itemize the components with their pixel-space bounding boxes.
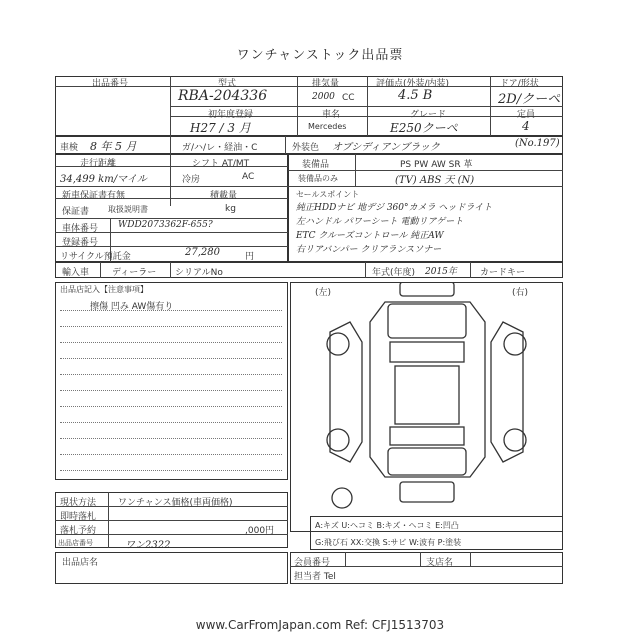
cooling-label: 冷房 [182, 175, 201, 185]
score-value: 4.5 B [398, 88, 433, 103]
recycle-fee-value: 27,280 [185, 247, 220, 258]
method-value: ワンチャンス価格(車両価格) [118, 498, 233, 508]
start-label: 即時落札 [60, 512, 97, 522]
recycle-fee-label: リサイクル預託金 [60, 252, 131, 262]
make-value: Mercedes [308, 122, 347, 131]
reserve-value: ,000円 [245, 526, 275, 536]
cooling-value: AC [242, 172, 255, 182]
legend-box [310, 516, 563, 550]
first-reg-label: 初年度登録 [208, 110, 254, 120]
member-label: 会員番号 [294, 558, 331, 568]
fuel-label: ガ/ハ/レ・経油・C [182, 143, 258, 153]
footer-ref: www.CarFromJapan.com Ref: CFJ1513703 [195, 618, 445, 632]
car-bonnet [388, 304, 466, 338]
method-label: 現状方法 [60, 498, 97, 508]
sales-point-1: 純正HDDナビ 地デジ 360°カメラ ヘッドライト [296, 203, 493, 213]
grade-label: グレード [410, 110, 447, 120]
mileage-value: 34,499 km/マイル [60, 174, 147, 185]
car-roof-outline [370, 302, 485, 477]
seats-label: 定員 [517, 110, 536, 120]
mileage-label: 走行距離 [80, 159, 117, 169]
remarks-label: 出品店記入【注意事項】 [60, 285, 148, 294]
car-diagram [290, 282, 563, 512]
load-label: 積載量 [210, 191, 238, 201]
exhibitor-label: 出品店名 [62, 558, 99, 568]
first-reg-value: H27 / 3 月 [190, 121, 251, 135]
equipment-label: 装備品 [302, 160, 330, 170]
diagram-right-label: (右) [512, 288, 529, 298]
equipment2-value: (TV) ABS 天 (N) [395, 175, 475, 186]
sales-points-label: セールスポイント [296, 190, 360, 199]
diagram-left-label: (左) [315, 288, 332, 298]
serial-label: シリアルNo [175, 268, 223, 278]
exterior-color-value: オブシディアンブラック [332, 142, 440, 153]
reserve-label: 落札予約 [60, 526, 97, 536]
legend-line-1: A:キズ U:ヘコミ B:キズ・ヘコミ E:凹凸 [315, 521, 459, 530]
displacement-unit: CC [342, 93, 355, 103]
make-label: 車名 [322, 110, 341, 120]
legend-line-2: G:飛び石 XX:交換 S:サビ W:波有 P:塗装 [315, 538, 462, 547]
reg-label: 登録番号 [62, 238, 99, 248]
inspection-label: 車検 [60, 143, 79, 153]
branch-label: 支店名 [426, 558, 454, 568]
exterior-color-label: 外装色 [292, 143, 320, 153]
doors-label: ドア/形状 [500, 79, 539, 89]
displacement-label: 排気量 [312, 79, 340, 89]
manual-value: 取扱説明書 [108, 205, 148, 214]
spare-tire [332, 488, 352, 508]
grade-value: E250クーペ [390, 121, 458, 135]
history-value: 2015年 [425, 267, 457, 277]
sales-point-2: 左ハンドル パワーシート 電動リアゲート [296, 217, 464, 227]
shop-value: ワン2322 [125, 540, 171, 551]
sheet-title: ワンチャンストック出品票 [236, 48, 404, 63]
model-label: 型式 [218, 79, 237, 89]
model-value: RBA-204336 [178, 88, 268, 104]
car-left-side [330, 322, 362, 462]
car-trunk [388, 448, 466, 475]
color-code: (No.197) [515, 138, 560, 149]
car-rear-view [400, 482, 454, 502]
recycle-label: 新車保証書有無 [62, 191, 126, 201]
car-rear-window [390, 427, 464, 445]
doors-value: 2D/クーペ [498, 92, 561, 107]
car-cabin [395, 366, 459, 424]
agent-label: 担当者 Tel [294, 572, 336, 582]
extra-label: カードキー [480, 268, 526, 278]
equipment2-label: 装備品のみ [298, 174, 338, 183]
seats-value: 4 [522, 119, 530, 133]
equipment-value: PS PW AW SR 革 [400, 160, 473, 170]
car-right-side [491, 322, 523, 462]
import-label: 輸入車 [62, 268, 90, 278]
displacement-value: 2000 [312, 92, 335, 102]
shop-label: 出品店番号 [58, 539, 93, 547]
sales-point-4: 右リアバンパー クリアランスソナー [296, 245, 442, 255]
recycle-fee-unit: 円 [245, 252, 255, 262]
shift-label: シフト AT/MT [192, 159, 250, 169]
inspection-value: 8 年 5 月 [90, 140, 137, 153]
vin-value: WDD2073362F-655? [118, 220, 213, 230]
manual-label: 保証書 [62, 207, 90, 217]
import-value: ディーラー [112, 268, 157, 278]
history-label: 年式(年度) [372, 268, 416, 278]
lot-number-label: 出品番号 [92, 79, 129, 89]
score-label: 評価点(外装/内装) [376, 79, 450, 89]
car-front-view [400, 282, 454, 296]
sales-point-3: ETC クルーズコントロール 純正AW [296, 231, 444, 241]
vin-label: 車体番号 [62, 224, 99, 234]
car-windshield [390, 342, 464, 362]
remarks-text: 擦傷 凹み AW傷有り [90, 302, 174, 312]
load-unit: kg [225, 204, 236, 214]
